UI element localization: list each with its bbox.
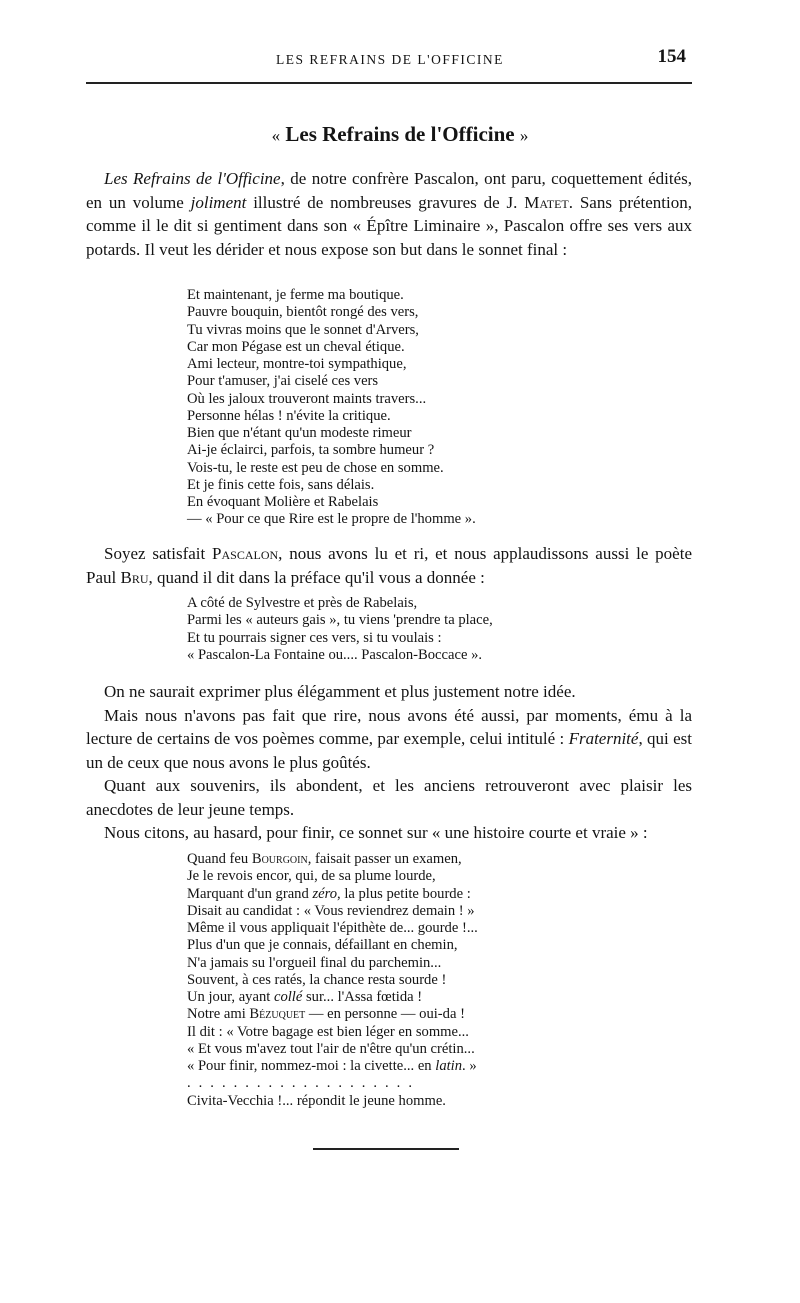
verse-line: En évoquant Molière et Rabelais — [187, 494, 379, 510]
verse-line: A côté de Sylvestre et près de Rabelais, — [187, 595, 418, 611]
poem-title-fraternite: Fraternité — [568, 729, 639, 748]
emphasis-joliment: joliment — [190, 192, 247, 212]
intro-paragraph: Les Refrains de l'Officine, de notre confrère Pascalon, ont paru, coquettement édités, en un volume joliment illustré de nombreuses gravures de J. Matet. Sans prétention, comme il le dit si gentiment dans son « Épître Liminaire », Pascalon offre ses vers aux potards. Il veut les dérider et nous expose son but dans le sonnet final : — [86, 169, 692, 259]
name-bezuquet: Bézuquet — [249, 1006, 306, 1023]
verse-line: Civita-Vecchia !... répondit le jeune homme. — [187, 1092, 446, 1109]
name-matet: Matet — [524, 192, 569, 212]
sonnet-histoire — [187, 851, 478, 1110]
name-pascalon: Pascalon — [212, 544, 279, 563]
verse-line: Pour t'amuser, j'ai ciselé ces vers — [187, 373, 379, 390]
article-title — [0, 122, 800, 147]
title-text: Les Refrains de l'Officine — [285, 122, 515, 146]
verse-line: Personne hélas ! n'évite la critique. — [187, 407, 391, 424]
verse-line: « Pascalon-La Fontaine ou.... Pascalon-Boccace ». — [187, 646, 483, 663]
header-rule — [86, 82, 692, 84]
ellipsis-dots: .................... — [187, 1075, 420, 1092]
verse-line: Plus d'un que je connais, défaillant en chemin, — [187, 937, 458, 954]
verse-line: Quand feu Bourgoin, faisait passer un examen, — [187, 851, 462, 867]
verse-line: Et tu pourrais signer ces vers, si tu voulais : — [187, 629, 442, 646]
verse-line: Il dit : « Votre bagage est bien léger en somme... — [187, 1023, 469, 1040]
page-number: 154 — [657, 46, 686, 67]
verse-line: Disait au candidat : « Vous reviendrez demain ! » — [187, 902, 475, 919]
verse-line: Vois-tu, le reste est peu de chose en somme. — [187, 459, 444, 476]
running-title: LES REFRAINS DE L'OFFICINE — [276, 52, 504, 67]
title-close-quote: » — [519, 126, 529, 145]
verse-line: Un jour, ayant collé sur... l'Assa fœtida ! — [187, 989, 423, 1005]
verse-line: Et maintenant, je ferme ma boutique. — [187, 287, 404, 303]
verse-line: « Et vous m'avez tout l'air de n'être qu'un crétin... — [187, 1040, 475, 1057]
name-bru: Bru — [120, 567, 149, 587]
verse-line: Où les jaloux trouveront maints travers... — [187, 390, 427, 407]
sonnet-final — [187, 287, 476, 529]
paragraph-souvenirs: Quant aux souvenirs, ils abondent, et les anciens retrouveront avec plaisir les anecdotes de leur jeune temps. — [86, 776, 692, 819]
verse-line: Bien que n'étant qu'un modeste rimeur — [187, 425, 412, 441]
closing-rule — [313, 1148, 459, 1150]
title-open-quote: « — [271, 126, 281, 145]
verse-line: Notre ami Bézuquet — en personne — oui-da ! — [187, 1006, 465, 1023]
verse-line: Ami lecteur, montre-toi sympathique, — [187, 356, 407, 372]
verse-line: Pauvre bouquin, bientôt rongé des vers, — [187, 304, 419, 321]
verse-line: Tu vivras moins que le sonnet d'Arvers, — [187, 321, 419, 338]
verse-line: Car mon Pégase est un cheval étique. — [187, 338, 405, 355]
verse-line: « Pour finir, nommez-moi : la civette... en latin. » — [187, 1058, 477, 1074]
book-title: Les Refrains de l'Officine — [104, 169, 281, 188]
verse-line: Même il vous appliquait l'épithète de... gourde !... — [187, 920, 478, 936]
paragraph-pascalon: Soyez satisfait Pascalon, nous avons lu et ri, et nous applaudissons aussi le poète Paul Bru, quand il dit dans la préface qu'il vous a donnée : — [86, 544, 692, 587]
verse-line: Souvent, à ces ratés, la chance resta sourde ! — [187, 971, 447, 988]
paragraph-fraternite: Mais nous n'avons pas fait que rire, nous avons été aussi, par moments, ému à la lecture de certains de vos poèmes comme, par exemple, celui intitulé : Fraternité, qui est un de ceux que nous avons le plus goûtés. — [86, 705, 692, 772]
preface-quatrain — [187, 595, 493, 664]
verse-line: N'a jamais su l'orgueil final du parchemin... — [187, 954, 442, 971]
verse-line: Et je finis cette fois, sans délais. — [187, 476, 375, 493]
paragraph-citons: Nous citons, au hasard, pour finir, ce sonnet sur « une histoire courte et vraie » : — [104, 823, 648, 842]
verse-line: Je le revois encor, qui, de sa plume lourde, — [187, 868, 436, 885]
running-header — [86, 46, 690, 72]
paragraph-idee: On ne saurait exprimer plus élégamment et plus justement notre idée. — [104, 682, 576, 701]
paragraphs-block — [86, 680, 692, 845]
verse-line: Marquant d'un grand zéro, la plus petite bourde : — [187, 885, 471, 902]
verse-line: Parmi les « auteurs gais », tu viens 'prendre ta place, — [187, 612, 493, 629]
verse-line: — « Pour ce que Rire est le propre de l'homme ». — [187, 511, 476, 528]
verse-line: Ai-je éclairci, parfois, ta sombre humeur ? — [187, 442, 435, 459]
name-bourgoin: Bourgoin — [251, 851, 308, 867]
